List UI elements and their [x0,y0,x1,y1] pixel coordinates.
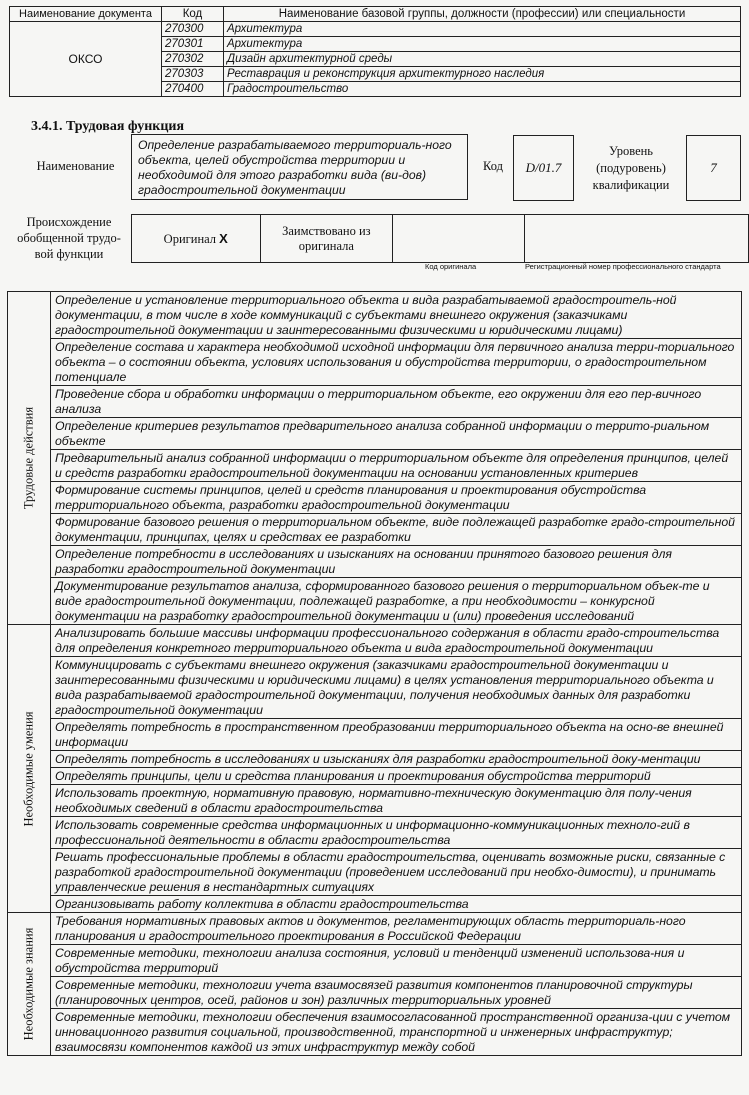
table-row [8,482,742,514]
labor-action-item: Формирование базового решения о территориальном объекте, виде подлежащей разработке градо-строительной документации, принципах, целях и средствах ее разработки [51,514,742,546]
labor-action-item: Определение состава и характера необходимой исходной информации для первичного анализа терри-ториального объекта – о состоянии объекта, условиях использования и обустройства территории, о градостроительном потенциале [51,339,742,386]
labor-action-item: Формирование системы принципов, целей и средств планирования и проектирования обустройства территориального объекта, разработки градостроительной документации [51,482,742,514]
origin-table [131,214,749,263]
original-x-mark: X [219,230,228,246]
registration-number-caption: Регистрационный номер профессионального стандарта [525,262,721,271]
qualification-level-label: Уровень (подуровень) квалификации [592,144,670,192]
origin-label: Происхождение обобщенной трудо-вой функции [17,215,121,261]
okso-name: Дизайн архитектурной среды [224,52,741,67]
table-row [8,546,742,578]
table-row [8,768,742,785]
table-row [8,977,742,1009]
labor-action-item: Документирование результатов анализа, сформированного базового решения о территориальном объек-те и виде градостроительной документации, подлежащей разработке, а при необходимости – конкурсной документации на разработку градостроительной документации и (или) проведения исследований [51,578,742,625]
table-row [8,514,742,546]
table-row [8,657,742,719]
table-row [8,625,742,657]
okso-table [9,6,741,97]
okso-row [10,22,741,37]
knowledge-item: Современные методики, технологии анализа состояния, условий и тенденций изменений использова-ния и обустройства территорий [51,945,742,977]
table-row [8,578,742,625]
table-row [8,945,742,977]
section-label: Необходимые умения [21,710,36,827]
section-label-cell [8,625,51,913]
knowledge-item: Требования нормативных правовых актов и документов, регламентирующих область территориаль-ного планирования и градостроительного проектирования в Российской Федерации [51,913,742,945]
table-row [8,292,742,339]
okso-code: 270301 [162,37,224,52]
table-row [8,339,742,386]
borrowed-label: Заимствовано из оригинала [260,215,393,263]
knowledge-item: Современные методики, технологии учета взаимосвязей развития компонентов планировочной структуры (планировочных центров, осей, районов и зон) различных территориальных уровней [51,977,742,1009]
table-row [8,849,742,896]
skill-item: Использовать проектную, нормативную правовую, нормативно-техническую документацию для полу-чения необходимых сведений в области градостроительства [51,785,742,817]
okso-name: Градостроительство [224,82,741,97]
labor-action-item: Определение критериев результатов предварительного анализа собранной информации о террито-риальном объекте [51,418,742,450]
okso-header-name: Наименование базовой группы, должности (профессии) или специальности [224,7,741,22]
okso-header-document: Наименование документа [10,7,162,22]
function-code-box: D/01.7 [513,135,574,201]
table-row [8,1009,742,1056]
table-row [8,817,742,849]
name-label: Наименование [36,159,115,173]
labor-action-item: Определение потребности в исследованиях и изысканиях на основании принятого базового решения для разработки градостроительной документации [51,546,742,578]
okso-code: 270300 [162,22,224,37]
labor-action-item: Проведение сбора и обработки информации о территориальном объекте, его окружении для его пер-вичного анализа [51,386,742,418]
skill-item: Решать профессиональные проблемы в области градостроительства, оценивать возможные риски, связанные с разработкой градостроительной документации (проведением исследований при необхо-димости), и принимать управленческие решения в нестандартных ситуациях [51,849,742,896]
okso-header-code: Код [162,7,224,22]
skill-item: Определять потребность в исследованиях и изысканиях для разработки градостроительной доку-ментации [51,751,742,768]
qualification-level-box: 7 [686,135,741,201]
code-label: Код [483,159,503,173]
labor-action-item: Предварительный анализ собранной информации о территориальном объекте для определения принципов, целей и средств разработки градостроительной документации на основании установленных критериев [51,450,742,482]
table-row [8,719,742,751]
table-row [8,751,742,768]
skill-item: Организовывать работу коллектива в области градостроительства [51,896,742,913]
section-label-cell [8,913,51,1056]
original-code-cell [393,215,525,263]
original-label: Оригинал [163,231,217,246]
okso-code: 270302 [162,52,224,67]
section-title: 3.4.1. Трудовая функция [31,119,185,134]
okso-code: 270303 [162,67,224,82]
knowledge-item: Современные методики, технологии обеспечения взаимосогласованной пространственной организа-ции с учетом инновационного развития социальной, производственной, транспортной и инженерных инфраструктур; взаимосвязи компонентов каждой из этих инфраструктур между собой [51,1009,742,1056]
table-row [8,913,742,945]
skill-item: Использовать современные средства информационных и информационно-коммуникационных техноло-гий в профессиональной деятельности в области градостроительства [51,817,742,849]
skill-item: Определять принципы, цели и средства планирования и проектирования обустройства территорий [51,768,742,785]
registration-number-cell [525,215,749,263]
skill-item: Коммуницировать с субъектами внешнего окружения (заказчиками градостроительной документации и заинтересованными физическими и юридическими лицами) в целях установления территориального объекта и вида разрабатываемой градостроительной документации, получения необходимых данных для разработки градостроительной документации [51,657,742,719]
okso-name: Архитектура [224,22,741,37]
okso-name: Реставрация и реконструкция архитектурного наследия [224,67,741,82]
section-label-cell [8,292,51,625]
labor-action-item: Определение и установление территориального объекта и вида разрабатываемой градостроитель-ной документации, в том числе в ходе коммуникаций с субъектами внешнего окружения (заказчиками градостроительной документации и заинтересованными физическими и юридическими лицами) [51,292,742,339]
okso-name: Архитектура [224,37,741,52]
section-label: Трудовые действия [21,406,36,510]
okso-code: 270400 [162,82,224,97]
function-name-box: Определение разрабатываемого территориаль-ного объекта, целей обустройства территории и необходимой для этого разработки вида (ви-дов) градостроительной документации [131,134,468,200]
skill-item: Определять потребность в пространственном преобразовании территориального объекта на осно-ве внешней информации [51,719,742,751]
skill-item: Анализировать большие массивы информации профессионального содержания в области градо-строительства для определения конкретного территориального объекта и вида градостроительной документации [51,625,742,657]
table-row [8,785,742,817]
okso-header-row [10,7,741,22]
table-row [8,896,742,913]
okso-document-cell: ОКСО [10,22,162,97]
table-row [8,386,742,418]
section-label: Необходимые знания [21,927,36,1041]
function-content-table [7,291,742,1056]
table-row [8,418,742,450]
origin-original-cell [132,215,261,263]
table-row [8,450,742,482]
original-code-caption: Код оригинала [425,262,477,271]
